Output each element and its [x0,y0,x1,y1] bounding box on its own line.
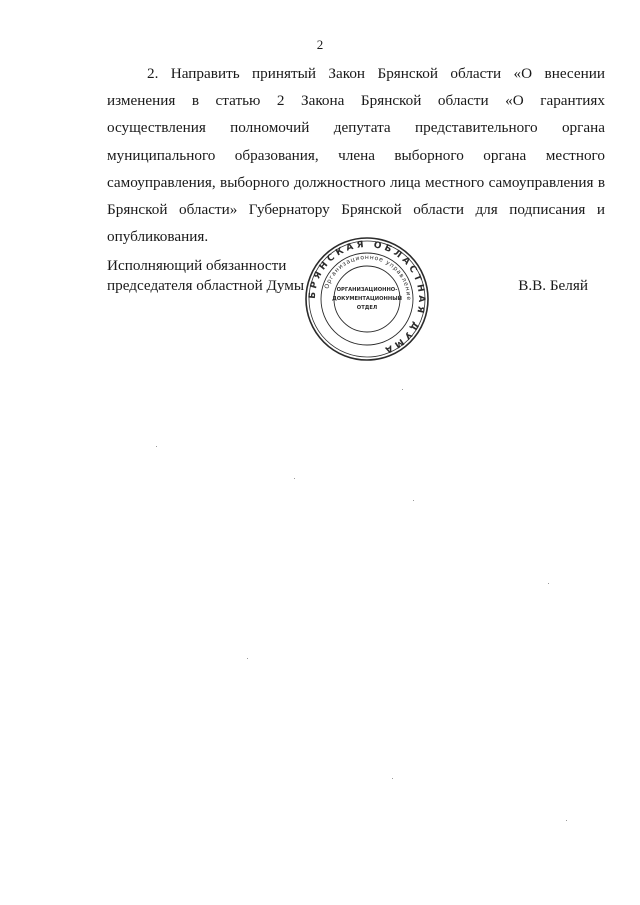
stamp-outer-text: БРЯНСКАЯ ОБЛАСТНАЯ ДУМА [307,239,427,356]
signature-name: В.В. Беляй [518,277,588,294]
scan-speck [294,478,295,479]
scan-speck [413,500,414,501]
scan-speck [156,446,157,447]
stamp-inner-ring-text: Организационное управление [323,253,413,301]
signature-position [107,256,304,296]
official-stamp [304,236,430,362]
scan-speck [402,389,403,390]
signature-position-line-2: председателя областной Думы [107,277,305,294]
scan-speck [392,778,393,779]
signature-position-line-1: Исполняющий обязанности [107,257,287,274]
scan-speck [247,658,248,659]
body-paragraph: 2. Направить принятый Закон Брянской области «О внесении изменения в статью 2 Закона Брянской области «О гарантиях осуществления полномочий депутата представительного органа муниципального образования, члена выборного органа местного самоуправления, выборного должностного лица местного самоуправления в Брянской области» Губернатору Брянской области для подписания и опубликования. [107,65,605,246]
stamp-center-line-1: ОРГАНИЗАЦИОННО- [336,287,398,293]
stamp-center-line-3: ОТДЕЛ [356,305,378,311]
scan-speck [566,820,567,821]
scan-speck [548,583,549,584]
page-number: 2 [316,37,324,52]
stamp-center-line-2: ДОКУМЕНТАЦИОННЫЙ [332,296,402,302]
